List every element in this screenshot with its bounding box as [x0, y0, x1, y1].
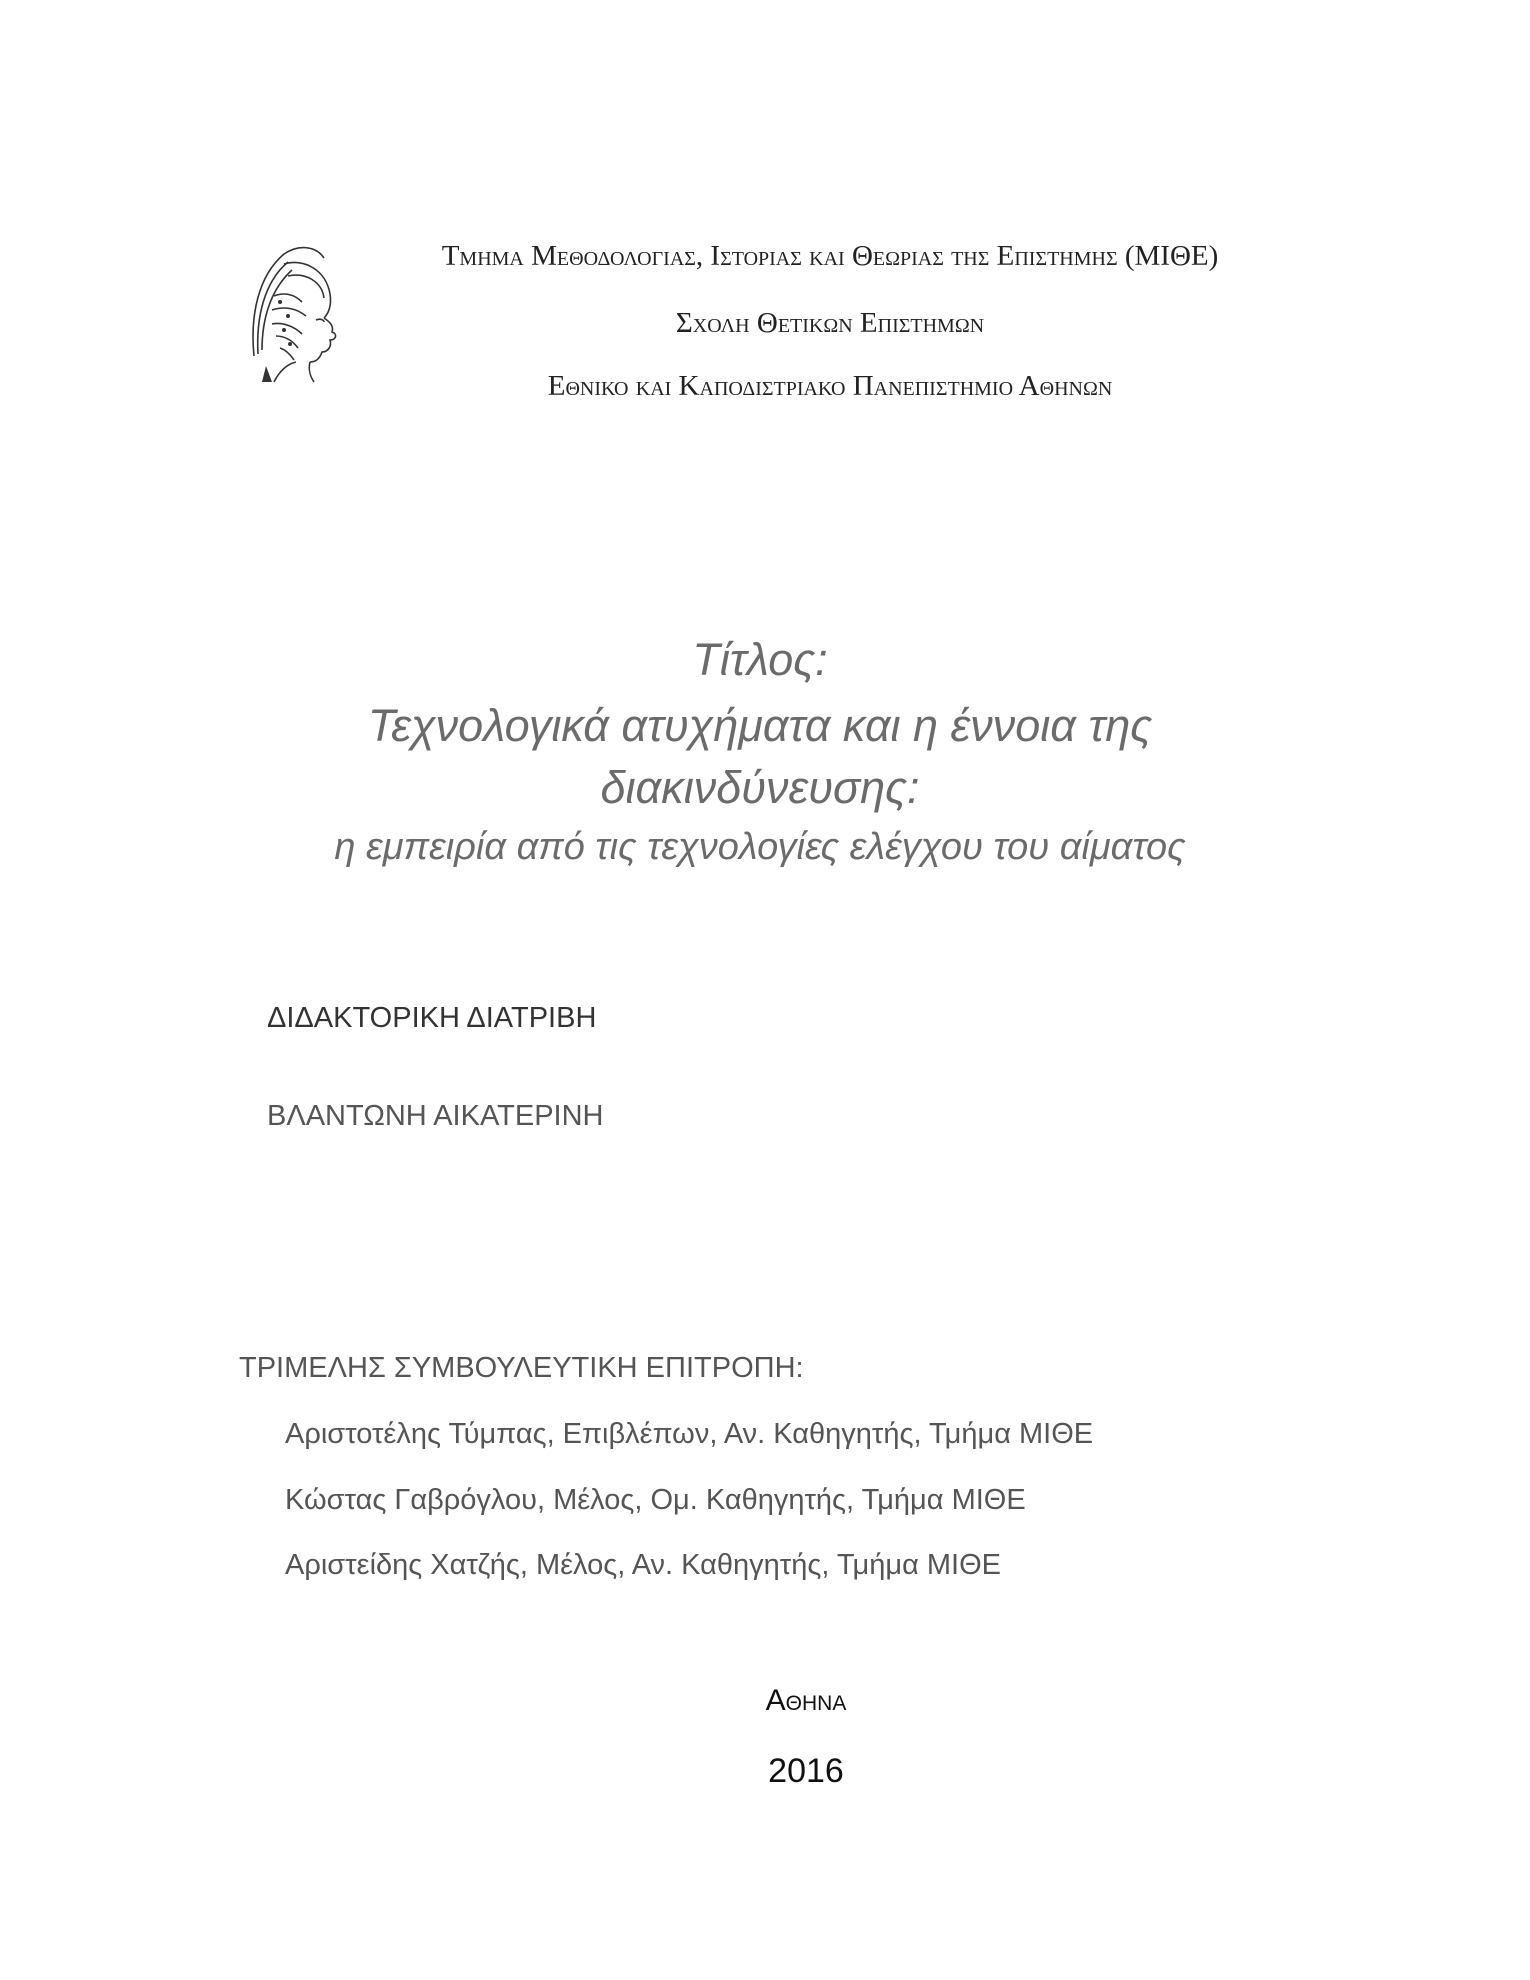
- committee-member: Αριστοτέλης Τύμπας, Επιβλέπων, Αν. Καθηγητής, Τμήμα ΜΙΘΕ: [285, 1418, 1094, 1450]
- school-name: Σχολη Θετικων Επιστημων: [675, 307, 985, 339]
- university-name: Εθνικο και Καποδιστριακο Πανεπιστημιο Αθηνων: [547, 370, 1113, 402]
- committee-member: Αριστείδης Χατζής, Μέλος, Αν. Καθηγητής, Τμήμα ΜΙΘΕ: [285, 1549, 1002, 1581]
- city: Αθηνα: [765, 1684, 847, 1717]
- committee-member: Κώστας Γαβρόγλου, Μέλος, Ομ. Καθηγητής, Τμήμα ΜΙΘΕ: [285, 1484, 1026, 1516]
- title-label: Τίτλος:: [692, 634, 828, 685]
- subtitle: η εμπειρία από τις τεχνολογίες ελέγχου του αίματος: [334, 826, 1186, 868]
- title-line-1: Τεχνολογικά ατυχήματα και η έννοια της: [367, 700, 1153, 751]
- author-name: ΒΛΑΝΤΩΝΗ ΑΙΚΑΤΕΡΙΝΗ: [267, 1100, 604, 1132]
- year: 2016: [768, 1752, 844, 1790]
- document-type: ΔΙΔΑΚΤΟΡΙΚΗ ΔΙΑΤΡΙΒΗ: [267, 1002, 597, 1034]
- committee-heading: ΤΡΙΜΕΛΗΣ ΣΥΜΒΟΥΛΕΥΤΙΚΗ ΕΠΙΤΡΟΠΗ:: [239, 1352, 804, 1384]
- title-line-2: διακινδύνευσης:: [600, 762, 920, 813]
- department-name: Τμημα Μεθοδολογιας, Ιστοριας και Θεωριας της Επιστημης (ΜΙΘΕ): [441, 240, 1219, 272]
